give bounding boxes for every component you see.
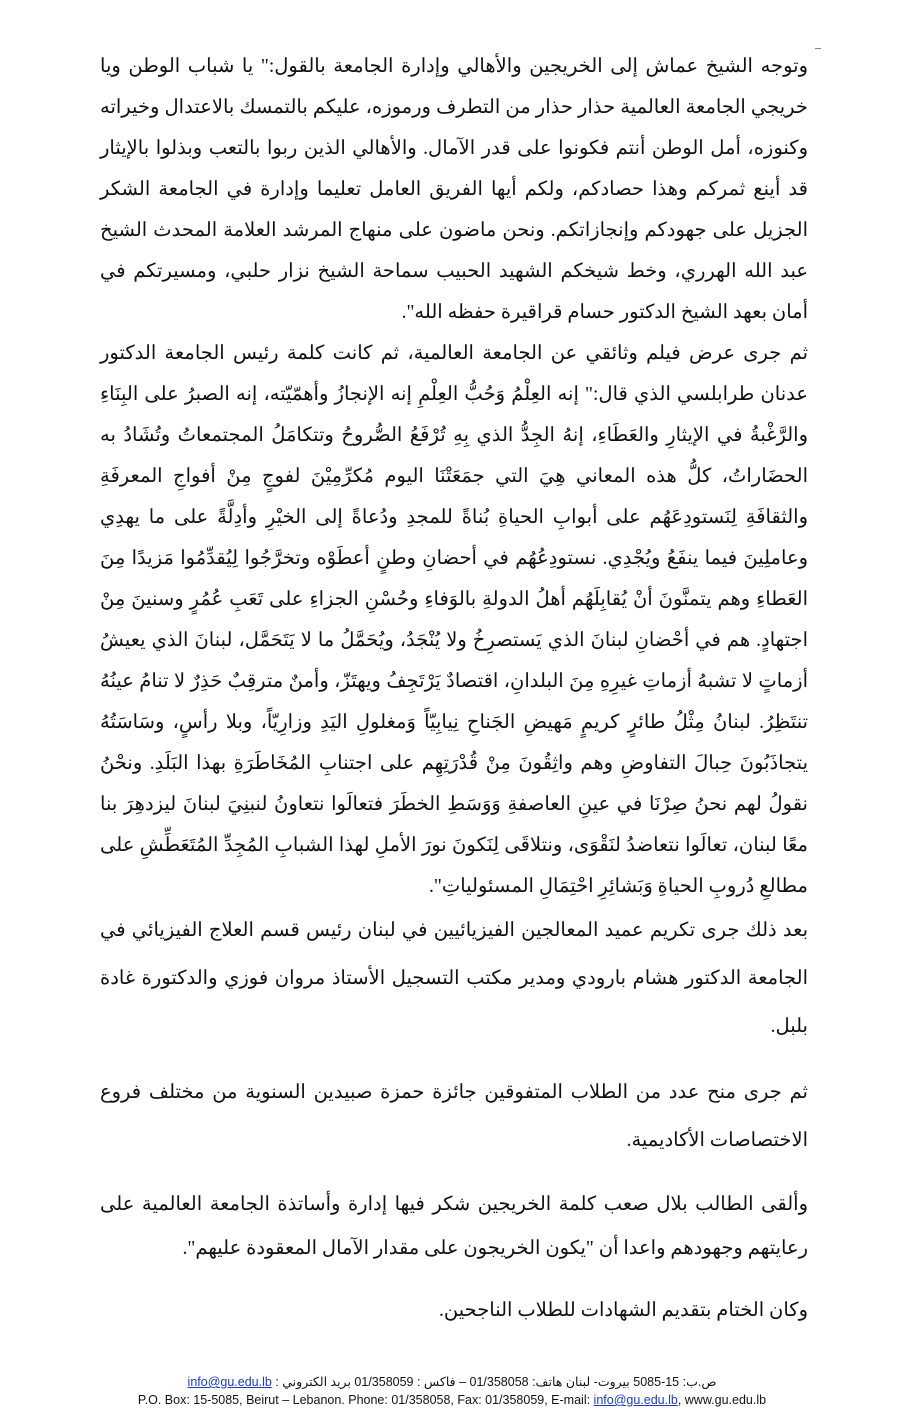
paragraph-graduate-speech: وألقى الطالب بلال صعب كلمة الخريجين شكر فيها إدارة وأساتذة الجامعة العالمية على رعايتهم وجهودهم واعدا أن "يكون الخريجون على مقدار الآمال المعقودة عليهم". xyxy=(100,1194,808,1259)
paragraph-sheikh-speech: وتوجه الشيخ عماش إلى الخريجين والأهالي وإدارة الجامعة بالقول:" يا شباب الوطن ويا خريجي الجامعة العالمية حذار حذار من التطرف ورموزه، عليكم بالتمسك بالاعتدال وخيراته وكنوزه، أمل الوطن أنتم فكونوا على قدر الآمال. والأهالي الذين ربوا بالتعب وبذلوا بالإيثار قد أينع ثمركم وهذا حصادكم، ولكم أيها الفريق العامل تعليما وإدارة في الجامعة الشكر الجزيل على جهودكم وإنجازاتكم. ونحن ماضون على منهاج المرشد العلامة المحدث الشيخ عبد الله الهرري، وخط شيخكم الشهيد الحبيب سماحة الشيخ نزار حلبي، ومسيرتكم في أمان بعهد الشيخ الدكتور حسام قراقيرة حفظه الله". xyxy=(100,56,808,323)
page-mark xyxy=(815,48,821,49)
footer-arabic-line xyxy=(0,1373,904,1391)
paragraph-president-speech: ثم جرى عرض فيلم وثائقي عن الجامعة العالمية، ثم كانت كلمة رئيس الجامعة الدكتور عدنان طرابلسي الذي قال:" إنه العِلْمُ وَحُبُّ العِلْمِ إنه الإنجازُ وأهمّيّته، إنه الصبرُ على البِنَاءِ والرَّغْبةُ في الإيثارِ والعَطَاءِ، إنهُ الجِدُّ الذي بِهِ تُرْفَعُ الصُّروحُ وتتكامَلُ المجتمعاتُ وتُشَادُ به الحضَاراتُ، كلُّ هذه المعاني هِيَ التي جمَعَتْنَا اليوم مُكرِّمِيْنَ لفوجٍ مِنْ أفواجِ المعرفَةِ والثقافَةِ لِنَستودِعَهُم على أبوابِ الحياةِ بُناةً للمجدِ ودُعاةً إلى الخيْرِ وأدِلَّةً على ما يهدِي وعاملِينَ فيما ينفَعُ ويُجْدِي. نستودِعُهُم في أحضانِ وطنٍ أعطَوْه وتخرَّجُوا لِيُقدِّمُوا مَزيدًا مِنَ العَطاءِ وهم يتمنَّونَ أنْ يُقابِلَهُم أهلُ الدولةِ بالوَفاءِ وحُسْنِ الجزاءِ على تَعَبِ عُمُرٍ وسنينَ مِنْ اجتهادٍ. هم في أحْضانِ لبنانَ الذي يَستصرِخُ ولا يُنْجَدُ، ويُحَمَّلُ ما لا يَتَحَمَّل، لبنانَ الذي يعيشُ أزماتٍ لا تشبهُ أزماتِ غيرِهِ مِنَ البلدانِ، اقتصادٌ يَرْتَجِفُ ويهتَزّ، وأمنٌ مترقِبٌ حَذِرٌ لا تنامُ عينُهُ تنتَظِرُ. لبنانُ مِثْلُ طائرٍ كريمٍ مَهيضِ الجَناحِ نِيابِيّاً وَمغلولِ اليَدِ وزارِيّاً، وبلا رأسٍ، وسَاسَتُهُ يتجاذَبُونَ حِبالَ التفاوضِ وهم واثِقُونَ مِنْ قُدْرَتِهِم على اجتنابِ المُخَاطَرَةِ بهذا البَلَدِ. ونحْنُ نقولُ لهم نحنُ صِرْنَا في عينِ العاصفةِ وَوَسَطِ الخطَرَ فتعالَوا نتعاونُ لنبنِيَ لبنانَ ليزدهِرَ بنا معًا لبنان، تعالَوا نتعاضدُ لنَقْوَى، ونتلاقَى لِنَكونَ نورَ الأملِ لهذا الشبابِ المُجِدِّ المُتَعَطِّشِ على مطالعِ دُروبِ الحياةِ وَبَشائِرِ احْتِمَالِ المسئولياتِ". xyxy=(100,343,808,897)
footer-english-address: P.O. Box: 15-5085, Beirut – Lebanon. Phone: 01/358058, Fax: 01/358059, E-mail: xyxy=(137,1393,594,1407)
letterhead-footer xyxy=(0,1373,904,1423)
page-spacer xyxy=(0,1333,904,1373)
footer-arabic-email-link[interactable]: info@gu.edu.lb xyxy=(187,1375,272,1389)
article-body xyxy=(100,46,808,1333)
footer-website[interactable]: www.gu.edu.lb xyxy=(684,1393,767,1407)
paragraph-closing: وكان الختام بتقديم الشهادات للطلاب الناجحين. xyxy=(439,1300,808,1321)
footer-english-email-link[interactable]: info@gu.edu.lb xyxy=(593,1393,678,1407)
footer-arabic-address: ص.ب: 15-5085 بيروت- لبنان هاتف: 01/358058 – فاكس : 01/358059 بريد الكتروني : xyxy=(275,1375,717,1389)
paragraph-awards: ثم جرى منح عدد من الطلاب المتفوقين جائزة حمزة صبيدين السنوية من مختلف فروع الاختصاصات الأكاديمية. xyxy=(100,1082,808,1151)
paragraph-honoring: بعد ذلك جرى تكريم عميد المعالجين الفيزيائيين في لبنان رئيس قسم العلاج الفيزيائي في الجامعة الدكتور هشام بارودي ومدير مكتب التسجيل الأستاذ مروان فوزي والدكتورة غادة بلبل. xyxy=(100,920,808,1037)
footer-english-line: P.O. Box: 15-5085, Beirut – Lebanon. Phone: 01/358058, Fax: 01/358059, E-mail: info@gu.edu.lb, www.gu.edu.lb xyxy=(137,1393,767,1407)
